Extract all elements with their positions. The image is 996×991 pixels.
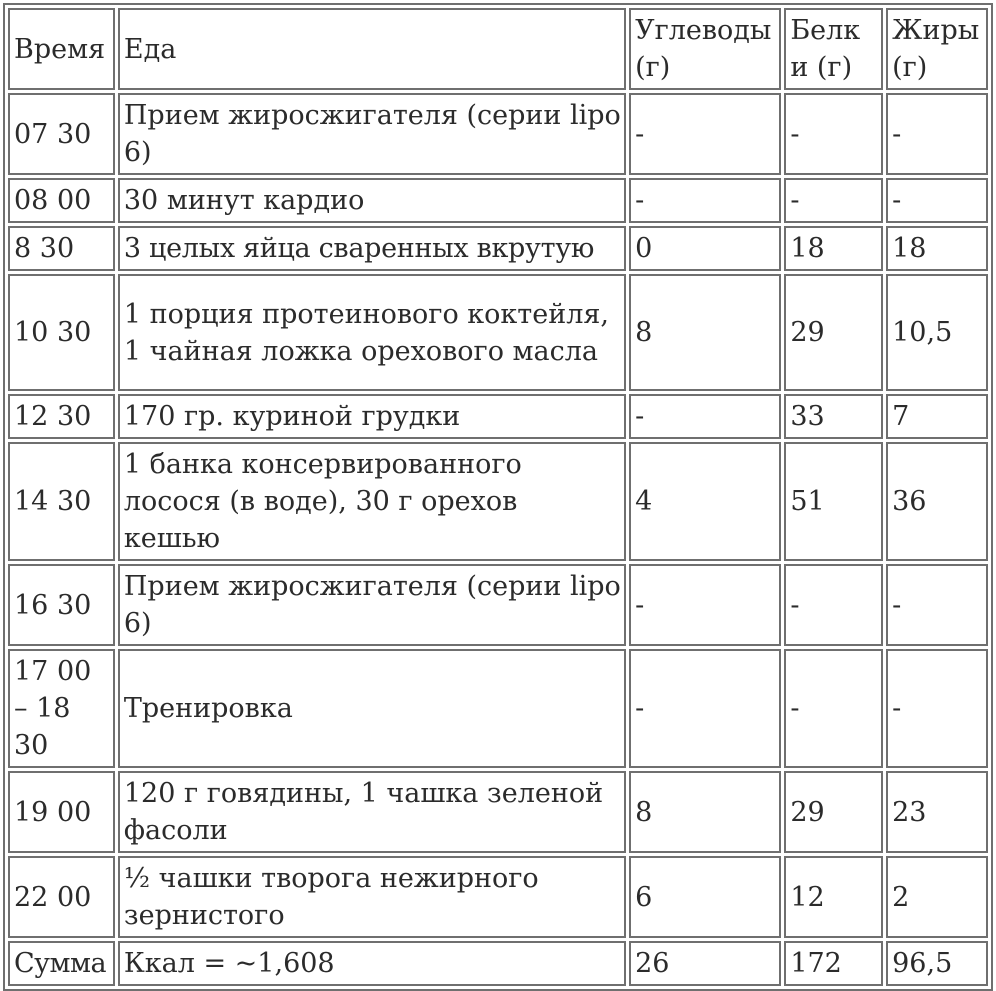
row-protein: - xyxy=(784,93,883,175)
row-protein: 29 xyxy=(784,771,883,853)
row-food: ½ чашки творога нежирного зернистого xyxy=(118,856,626,938)
row-fat: - xyxy=(886,649,988,768)
row-protein: - xyxy=(784,178,883,223)
row-protein: 33 xyxy=(784,394,883,439)
row-food: 30 минут кардио xyxy=(118,178,626,223)
row-protein: - xyxy=(784,649,883,768)
row-protein: 29 xyxy=(784,274,883,391)
row-food: Тренировка xyxy=(118,649,626,768)
table-row xyxy=(8,771,988,853)
row-fat: - xyxy=(886,93,988,175)
header-fat: Жиры (г) xyxy=(886,8,988,90)
total-carbs: 26 xyxy=(629,941,781,986)
row-fat: - xyxy=(886,178,988,223)
table-row xyxy=(8,226,988,271)
row-food: Прием жиросжигателя (серии lipo 6) xyxy=(118,93,626,175)
row-fat: 18 xyxy=(886,226,988,271)
row-protein: 51 xyxy=(784,442,883,561)
table-row xyxy=(8,93,988,175)
row-carbs: 8 xyxy=(629,771,781,853)
table-row xyxy=(8,274,988,391)
header-time: Время xyxy=(8,8,115,90)
table-row xyxy=(8,394,988,439)
row-time: 19 00 xyxy=(8,771,115,853)
row-carbs: - xyxy=(629,93,781,175)
row-time: 17 00 – 18 30 xyxy=(8,649,115,768)
table-row xyxy=(8,856,988,938)
header-protein: Белки (г) xyxy=(784,8,883,90)
row-protein: 12 xyxy=(784,856,883,938)
row-food: 170 гр. куриной грудки xyxy=(118,394,626,439)
row-carbs: 0 xyxy=(629,226,781,271)
row-food: 3 целых яйца сваренных вкрутую xyxy=(118,226,626,271)
row-food: 1 порция протеинового коктейля, 1 чайная ложка орехового масла xyxy=(118,274,626,391)
row-protein: 18 xyxy=(784,226,883,271)
row-protein: - xyxy=(784,564,883,646)
row-carbs: 4 xyxy=(629,442,781,561)
table-total-row xyxy=(8,941,988,986)
row-fat: - xyxy=(886,564,988,646)
row-time: 07 30 xyxy=(8,93,115,175)
header-carbs: Углеводы (г) xyxy=(629,8,781,90)
table-row xyxy=(8,178,988,223)
row-time: 16 30 xyxy=(8,564,115,646)
row-time: 22 00 xyxy=(8,856,115,938)
table-row xyxy=(8,649,988,768)
table-row xyxy=(8,442,988,561)
row-carbs: 6 xyxy=(629,856,781,938)
header-food: Еда xyxy=(118,8,626,90)
row-food: Прием жиросжигателя (серии lipo 6) xyxy=(118,564,626,646)
row-carbs: 8 xyxy=(629,274,781,391)
diet-table xyxy=(3,3,993,991)
table-row xyxy=(8,564,988,646)
total-kcal: Ккал = ~1,608 xyxy=(118,941,626,986)
row-carbs: - xyxy=(629,394,781,439)
row-food: 120 г говядины, 1 чашка зеленой фасоли xyxy=(118,771,626,853)
row-time: 8 30 xyxy=(8,226,115,271)
row-fat: 36 xyxy=(886,442,988,561)
row-time: 14 30 xyxy=(8,442,115,561)
row-fat: 23 xyxy=(886,771,988,853)
row-fat: 7 xyxy=(886,394,988,439)
row-carbs: - xyxy=(629,178,781,223)
row-carbs: - xyxy=(629,649,781,768)
row-food: 1 банка консервированного лосося (в воде), 30 г орехов кешью xyxy=(118,442,626,561)
row-fat: 10,5 xyxy=(886,274,988,391)
row-time: 10 30 xyxy=(8,274,115,391)
table-header-row xyxy=(8,8,988,90)
row-fat: 2 xyxy=(886,856,988,938)
row-time: 08 00 xyxy=(8,178,115,223)
row-carbs: - xyxy=(629,564,781,646)
total-fat: 96,5 xyxy=(886,941,988,986)
total-label: Сумма xyxy=(8,941,115,986)
row-time: 12 30 xyxy=(8,394,115,439)
total-protein: 172 xyxy=(784,941,883,986)
